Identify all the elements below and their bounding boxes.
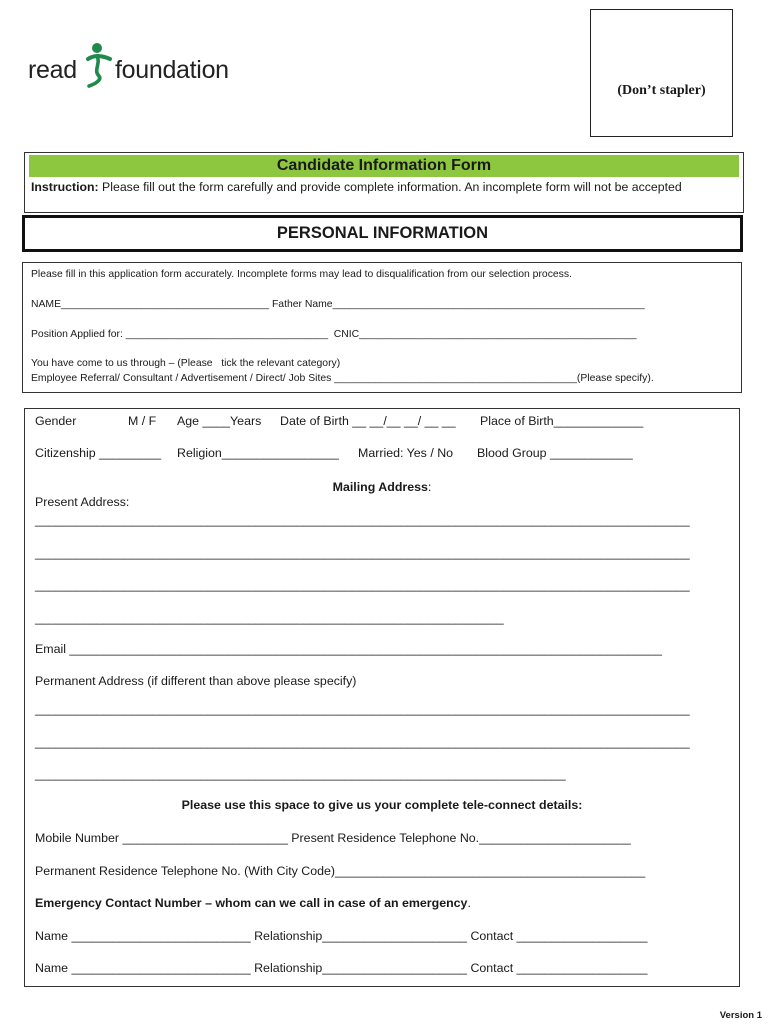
permanent-address-line-1[interactable]: _______________________________________________________________________________________________ (35, 702, 690, 716)
version-label: Version 1 (719, 1010, 762, 1021)
form-header (24, 152, 744, 213)
teleconnect-heading: Please use this space to give us your complete tele-connect details: (181, 798, 583, 812)
present-address-line-3[interactable]: _______________________________________________________________________________________________ (35, 578, 690, 592)
permanent-address-line-2[interactable]: _______________________________________________________________________________________________ (35, 735, 690, 749)
logo-text-foundation: foundation (115, 56, 229, 84)
photo-box (590, 9, 733, 137)
form-title: Candidate Information Form (29, 155, 739, 177)
logo-text-read: read (28, 56, 77, 84)
permanent-address-line-3[interactable]: _____________________________________________________________________________ (35, 767, 566, 781)
personal-info-box (22, 262, 742, 393)
permanent-phone-field[interactable]: Permanent Residence Telephone No. (With City Code)_____________________________________________ (35, 864, 646, 878)
instruction (31, 180, 682, 194)
dob-field[interactable]: Date of Birth __ __/__ __/ __ __ (280, 414, 456, 428)
section-title: PERSONAL INFORMATION (22, 215, 743, 252)
emergency-heading-text: Emergency Contact Number – whom can we call in case of an emergency (35, 896, 468, 910)
stapler-note: (Don’t stapler) (617, 83, 706, 98)
referral-intro: You have come to us through – (Please tick the relevant category) (31, 358, 341, 369)
mailing-heading-colon: : (427, 480, 432, 494)
instruction-text: Please fill out the form carefully and provide complete information. An incomplete form will not be accepted (98, 180, 682, 194)
present-address-line-2[interactable]: _______________________________________________________________________________________________ (35, 546, 690, 560)
blood-group-field[interactable]: Blood Group ____________ (477, 446, 633, 460)
referral-field[interactable]: Employee Referral/ Consultant / Advertisement / Direct/ Job Sites __________________________________________(Please specify). (31, 373, 654, 384)
religion-field[interactable]: Religion_________________ (177, 446, 339, 460)
age-field[interactable]: Age ____Years (177, 414, 262, 428)
mobile-number-field[interactable]: Mobile Number ________________________ Present Residence Telephone No.______________________ (35, 831, 631, 845)
email-field[interactable]: Email ______________________________________________________________________________________ (35, 642, 663, 656)
citizenship-field[interactable]: Citizenship _________ (35, 446, 162, 460)
mailing-heading-text: Mailing Address (332, 480, 428, 494)
permanent-address-label: Permanent Address (if different than above please specify) (35, 674, 357, 688)
present-address-label: Present Address: (35, 495, 130, 509)
position-field[interactable]: Position Applied for: ___________________________________ CNIC________________________________________________ (31, 329, 637, 340)
place-of-birth-field[interactable]: Place of Birth_____________ (480, 414, 644, 428)
mailing-address-heading (25, 481, 739, 493)
present-address-line-1[interactable]: _______________________________________________________________________________________________ (35, 513, 690, 527)
details-box (24, 408, 740, 987)
name-field[interactable]: NAME____________________________________ Father Name______________________________________________________ (31, 299, 645, 310)
emergency-heading (35, 897, 471, 909)
emergency-heading-period: . (467, 896, 471, 910)
emergency-contact-row-1[interactable]: Name __________________________ Relationship_____________________ Contact ___________________ (35, 929, 648, 943)
person-reading-icon (83, 42, 113, 88)
married-field[interactable]: Married: Yes / No (358, 446, 454, 460)
emergency-contact-row-2[interactable]: Name __________________________ Relationship_____________________ Contact ___________________ (35, 961, 648, 975)
personal-intro: Please fill in this application form accurately. Incomplete forms may lead to disqualification from our selection process. (31, 269, 572, 280)
gender-field[interactable]: M / F (128, 414, 157, 428)
gender-label: Gender (35, 414, 77, 428)
read-foundation-logo (28, 42, 248, 88)
present-address-line-4[interactable]: ____________________________________________________________________ (35, 611, 504, 625)
instruction-label: Instruction: (31, 180, 99, 194)
